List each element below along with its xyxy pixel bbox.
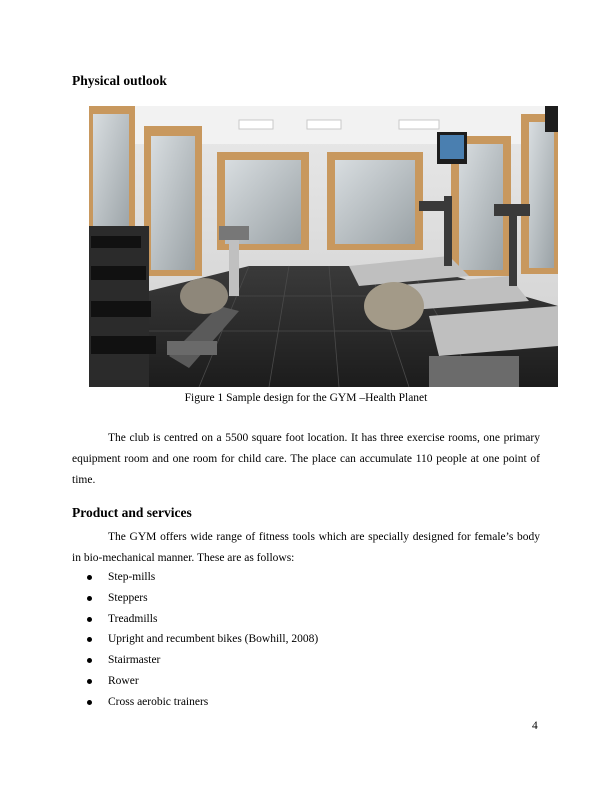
figure-caption: Figure 1 Sample design for the GYM –Health Planet <box>184 392 428 404</box>
list-item <box>72 692 318 713</box>
list-item-text: Rower <box>108 674 139 687</box>
list-item <box>72 588 318 609</box>
bullet-icon <box>87 596 92 601</box>
section-heading-product-services: Product and services <box>72 505 192 520</box>
list-item-text: Steppers <box>108 591 148 604</box>
bullet-icon <box>87 575 92 580</box>
list-item-text: Stairmaster <box>108 654 161 667</box>
list-item <box>72 629 318 650</box>
bullet-icon <box>87 700 92 705</box>
equipment-bullet-list <box>72 567 318 713</box>
bullet-icon <box>87 679 92 684</box>
list-item <box>72 609 318 630</box>
list-item <box>72 671 318 692</box>
list-item-text: Treadmills <box>108 612 158 625</box>
bullet-icon <box>87 617 92 622</box>
paragraph-product-intro: The GYM offers wide range of fitness tools which are specially designed for female’s body in bio-mechanical manner. These are as follows: <box>72 531 540 564</box>
list-item <box>72 567 318 588</box>
bullet-icon <box>87 658 92 663</box>
paragraph-club-description: The club is centred on a 5500 square foot location. It has three exercise rooms, one primary equipment room and one room for child care. The place can accumulate 110 people at one point of time. <box>72 432 540 486</box>
page-number: 4 <box>532 720 538 732</box>
list-item <box>72 650 318 671</box>
list-item-text: Step-mills <box>108 571 156 583</box>
gym-photo <box>89 106 558 387</box>
list-item-text: Cross aerobic trainers <box>108 695 209 708</box>
list-item-text: Upright and recumbent bikes (Bowhill, 2008) <box>108 633 319 646</box>
bullet-icon <box>87 637 92 642</box>
section-heading-physical-outlook: Physical outlook <box>72 73 167 88</box>
